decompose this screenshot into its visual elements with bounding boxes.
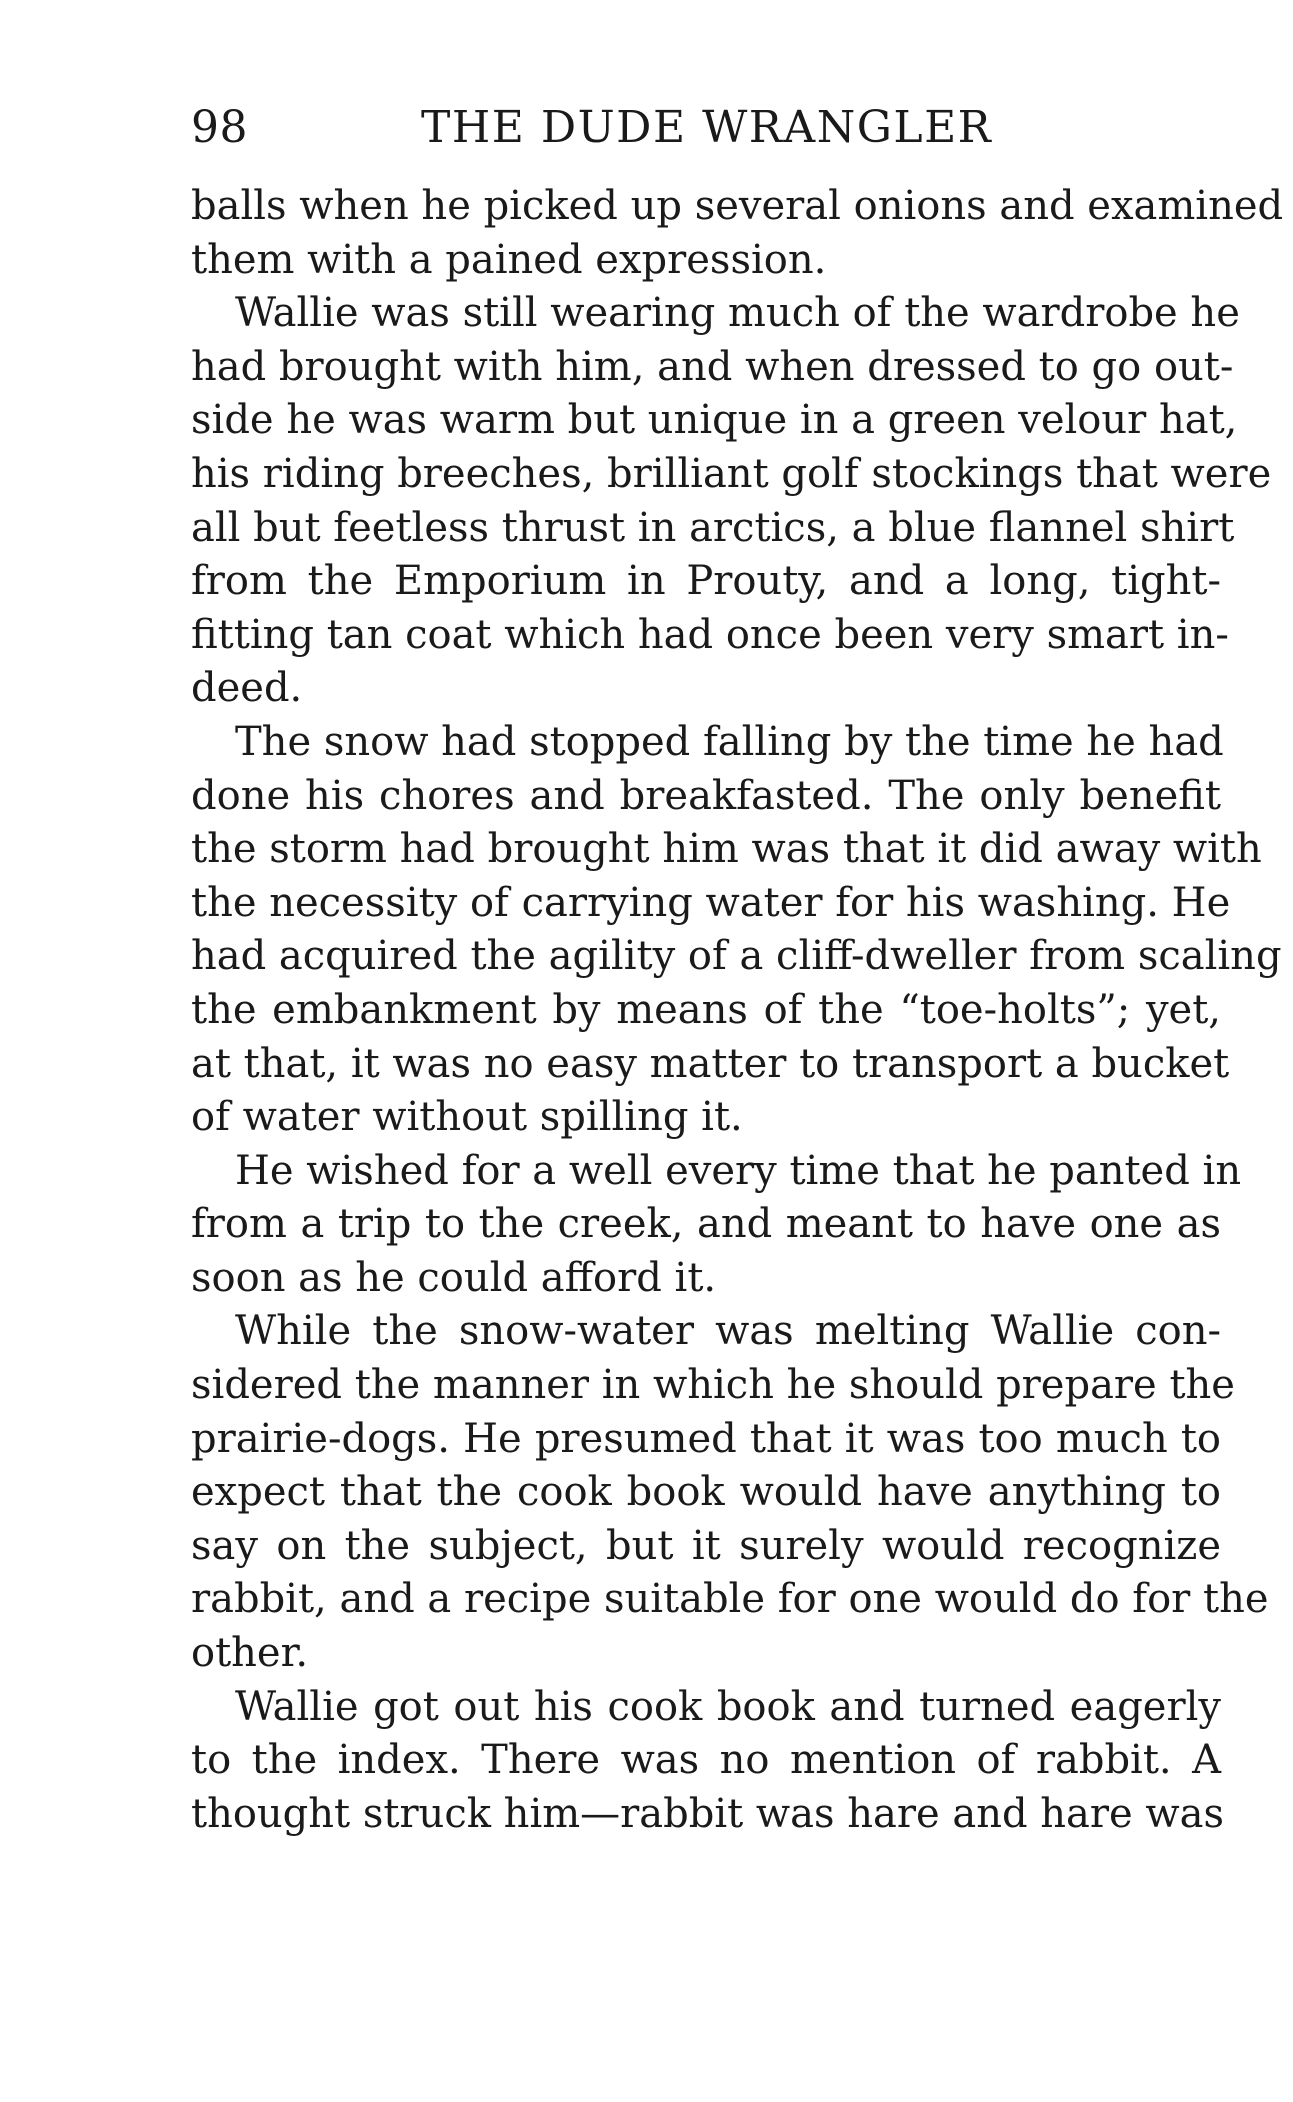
text-line: them with a pained expression. [191, 236, 827, 283]
book-title: THE DUDE WRANGLER [421, 102, 993, 153]
running-head [191, 98, 1221, 158]
text-line: had brought with him, and when dressed to go out- [191, 343, 1234, 390]
text-line: thought struck him—rabbit was hare and hare was [191, 1790, 1225, 1837]
paragraph [191, 1145, 1242, 1306]
text-line: other. [191, 1630, 309, 1677]
text-line: his riding breeches, brilliant golf stockings that were [191, 450, 1272, 497]
text-line: Wallie was still wearing much of the wardrobe he [235, 290, 1240, 337]
text-line: deed. [191, 665, 303, 712]
text-line: soon as he could afford it. [191, 1254, 717, 1301]
text-line: had acquired the agility of a cliff-dweller from scaling [191, 933, 1282, 980]
page-number: 98 [191, 102, 248, 153]
text-line: at that, it was no easy matter to transport a bucket [191, 1040, 1230, 1087]
text-line: from a trip to the creek, and meant to have one as [191, 1201, 1221, 1248]
text-line: the storm had brought him was that it did away with [191, 826, 1262, 873]
text-line: sidered the manner in which he should prepare the [191, 1362, 1235, 1409]
paragraph [191, 287, 1272, 716]
text-line: Wallie got out his cook book and turned eagerly [235, 1683, 1221, 1730]
text-line: While the snow-water was melting Wallie con- [235, 1308, 1221, 1355]
text-line: of water without spilling it. [191, 1094, 743, 1141]
paragraph [191, 716, 1282, 1145]
text-line: balls when he picked up several onions and examined [191, 183, 1284, 229]
text-line: done his chores and breakfasted. The only benefit [191, 772, 1221, 819]
paragraph [191, 1681, 1225, 1842]
text-line: expect that the cook book would have anything to [191, 1469, 1221, 1516]
text-line: The snow had stopped falling by the time he had [235, 718, 1224, 765]
paragraph [191, 1305, 1269, 1680]
text-line: prairie-dogs. He presumed that it was too much to [191, 1415, 1221, 1462]
text-line: the embankment by means of the “toe-holts”; yet, [191, 986, 1221, 1033]
text-line: rabbit, and a recipe suitable for one would do for the [191, 1576, 1269, 1623]
text-line: the necessity of carrying water for his washing. He [191, 879, 1231, 926]
paragraph [191, 180, 1284, 287]
text-line: fitting tan coat which had once been very smart in- [191, 611, 1229, 658]
text-line: side he was warm but unique in a green velour hat, [191, 397, 1238, 444]
text-line: He wished for a well every time that he panted in [235, 1147, 1242, 1194]
text-line: from the Emporium in Prouty, and a long, tight- [191, 558, 1221, 605]
text-line: say on the subject, but it surely would recognize [191, 1522, 1221, 1569]
text-line: all but feetless thrust in arctics, a blue flannel shirt [191, 504, 1235, 551]
body-text [191, 180, 1284, 1841]
text-line: to the index. There was no mention of rabbit. A [191, 1737, 1221, 1784]
